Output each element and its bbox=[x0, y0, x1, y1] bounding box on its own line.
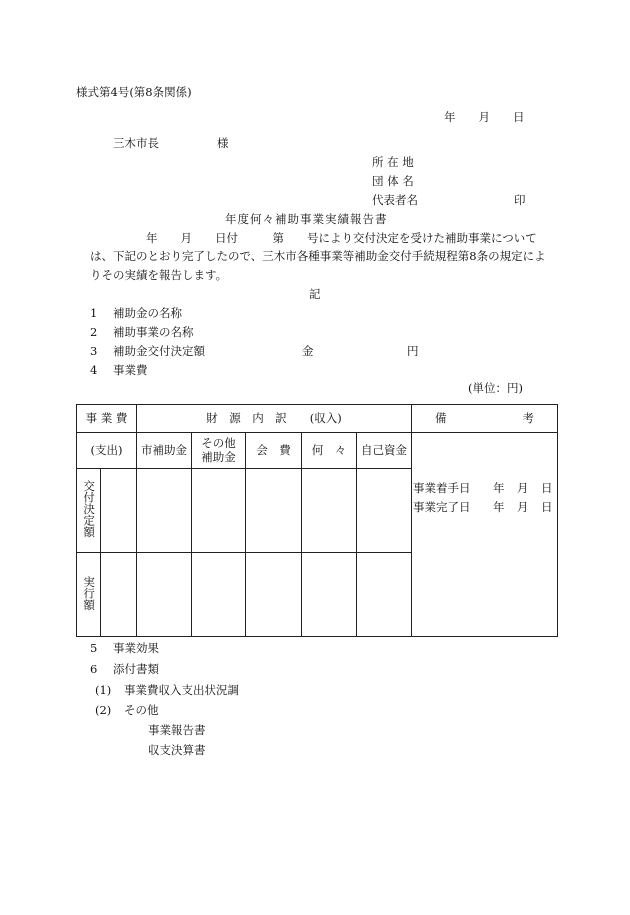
attachment-2-label: その他 bbox=[124, 703, 159, 717]
remarks-cell bbox=[412, 433, 558, 637]
cell-jikko-other[interactable] bbox=[192, 553, 246, 637]
item-1-label: 補助金の名称 bbox=[113, 306, 182, 320]
document-title: 年度何々補助事業実績報告書 bbox=[225, 212, 388, 226]
cell-kofu-jigyohi[interactable] bbox=[101, 469, 137, 553]
form-number: 様式第4号(第8条関係) bbox=[76, 85, 192, 99]
item-3-label: 補助金交付決定額 bbox=[113, 344, 205, 358]
unit-label: (単位：円) bbox=[468, 381, 523, 395]
cell-kofu-own[interactable] bbox=[357, 469, 412, 553]
col-own-funds: 自己資金 bbox=[357, 433, 412, 469]
cell-jikko-etc[interactable] bbox=[302, 553, 357, 637]
header-shishutsu: (支出) bbox=[77, 433, 137, 469]
header-jigyohi: 事 業 費 bbox=[77, 405, 137, 433]
item-4-num: 4 bbox=[90, 363, 98, 377]
attachment-2-num: (2) bbox=[95, 703, 112, 717]
item-4-label: 事業費 bbox=[113, 363, 148, 377]
body-line-3: りその実績を報告します。 bbox=[90, 268, 228, 282]
header-biko-1: 備 bbox=[435, 410, 447, 425]
item-3-kin: 金 bbox=[302, 344, 314, 358]
cell-kofu-city[interactable] bbox=[137, 469, 192, 553]
sub-attachment-2: 収支決算書 bbox=[148, 743, 206, 757]
expense-report-table bbox=[76, 404, 558, 637]
item-3-yen: 円 bbox=[407, 344, 419, 358]
rep-label: 代表者名 bbox=[372, 193, 418, 207]
col-etc: 何 々 bbox=[302, 433, 357, 469]
header-biko-2: 考 bbox=[522, 410, 534, 425]
cell-jikko-jigyohi[interactable] bbox=[101, 553, 137, 637]
org-label: 団 体 名 bbox=[372, 174, 414, 188]
addressee-suffix: 様 bbox=[217, 136, 229, 150]
item-6-num: 6 bbox=[90, 662, 98, 676]
note-start-date: 事業着手日 年 月 日 bbox=[413, 480, 553, 495]
row-kofu-label: 交付決定額 bbox=[77, 469, 101, 553]
cell-kofu-other[interactable] bbox=[192, 469, 246, 553]
header-biko bbox=[412, 405, 558, 433]
ki-heading: 記 bbox=[309, 287, 321, 301]
cell-jikko-own[interactable] bbox=[357, 553, 412, 637]
body-line-2: は、下記のとおり完了したので、三木市各種事業等補助金交付手続規程第8条の規定によ bbox=[90, 249, 546, 263]
date-line: 年 月 日 bbox=[444, 110, 525, 124]
item-2-num: 2 bbox=[90, 325, 98, 339]
seal-mark: 印 bbox=[514, 193, 526, 207]
cell-kofu-fee[interactable] bbox=[246, 469, 302, 553]
header-zaigen: 財 源 内 訳 (収入) bbox=[137, 405, 412, 433]
sub-attachment-1: 事業報告書 bbox=[148, 723, 206, 737]
item-5-label: 事業効果 bbox=[113, 641, 159, 655]
attachment-1-label: 事業費収入支出状況調 bbox=[124, 683, 239, 697]
col-membership-fee: 会 費 bbox=[246, 433, 302, 469]
cell-jikko-city[interactable] bbox=[137, 553, 192, 637]
row-jikko-label: 実行額 bbox=[77, 553, 101, 637]
item-2-label: 補助事業の名称 bbox=[113, 325, 194, 339]
col-other-subsidy: その他 補助金 bbox=[192, 433, 246, 469]
cell-jikko-fee[interactable] bbox=[246, 553, 302, 637]
attachment-1-num: (1) bbox=[95, 683, 112, 697]
cell-kofu-etc[interactable] bbox=[302, 469, 357, 553]
address-label: 所 在 地 bbox=[372, 155, 414, 169]
addressee: 三木市長 bbox=[113, 136, 159, 150]
note-end-date: 事業完了日 年 月 日 bbox=[413, 499, 553, 514]
body-line-1: 年 月 日付 第 号により交付決定を受けた補助事業について bbox=[146, 231, 537, 245]
item-5-num: 5 bbox=[90, 641, 98, 655]
item-1-num: 1 bbox=[90, 306, 98, 320]
item-6-label: 添付書類 bbox=[113, 662, 159, 676]
col-city-subsidy: 市補助金 bbox=[137, 433, 192, 469]
item-3-num: 3 bbox=[90, 344, 98, 358]
